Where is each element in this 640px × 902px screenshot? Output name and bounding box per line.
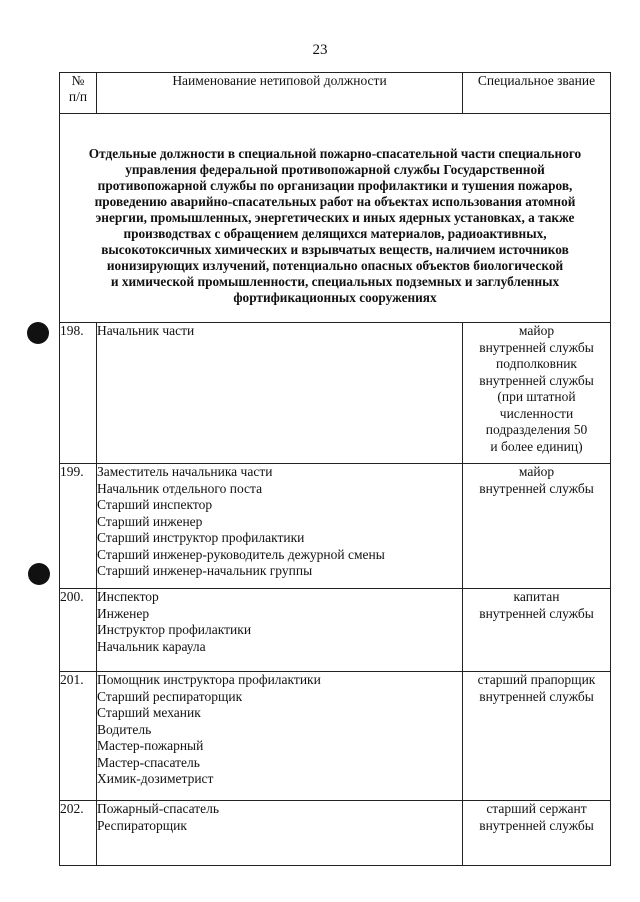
position-title: Начальник караула [97,638,206,654]
rank-line: внутренней службы [479,372,594,388]
section-heading-line: управления федеральной противопожарной службы Государственной [125,162,545,177]
row-number: 198. [60,323,97,464]
section-heading-line: и химической промышленности, специальных подземных и заглубленных [110,274,560,289]
section-heading-line: проведению аварийно-спасательных работ на объектах использования атомной [94,194,576,209]
section-heading-line: высокотоксичных химических и взрывчатых веществ, наличием источников [101,242,569,257]
position-titles [97,589,463,672]
punch-hole [28,563,50,585]
row-number: 200. [60,589,97,672]
rank-line: майор [518,323,555,338]
rank-line: внутренней службы [479,817,594,833]
rank-line: капитан [513,589,560,604]
section-heading-line: Отдельные должности в специальной пожарно-спасательной части специального [88,146,582,161]
position-title: Инженер [97,605,150,621]
rank-line: (при штатной [497,389,576,404]
header-title: Наименование нетиповой должности [97,73,463,114]
section-heading-line: производствах с обращением делящихся материалов, радиоактивных, [123,226,547,241]
table-row [60,589,611,672]
section-heading-line: ионизирующих излучений, потенциально опасных объектов биологической [106,258,564,273]
position-title: Старший инженер-начальник группы [97,563,313,578]
rank-line: внутренней службы [479,339,594,355]
rank-line: старший сержант [486,801,587,816]
position-title: Мастер-пожарный [97,738,204,753]
position-title: Заместитель начальника части [97,464,273,479]
rank-line: и более единиц) [490,438,583,454]
position-title: Инспектор [97,589,159,604]
position-title: Старший инструктор профилактики [97,530,305,545]
position-title: Водитель [97,721,152,737]
spacer-row [60,114,611,131]
section-heading-line: противопожарной службы по организации профилактики и тушения пожаров, [97,178,573,193]
position-title: Инструктор профилактики [97,622,252,637]
section-heading [60,130,611,323]
position-title: Старший инженер [97,513,203,529]
row-number: 201. [60,672,97,801]
rank-line: численности [499,405,574,421]
table-header-row [60,73,611,114]
position-title: Старший респираторщик [97,688,243,704]
header-rank: Специальное звание [463,73,611,114]
section-heading-text [68,146,602,306]
special-rank [463,672,611,801]
position-title: Помощник инструктора профилактики [97,672,321,687]
position-title: Начальник части [97,323,195,338]
table-body [60,323,611,866]
header-number [60,73,97,114]
position-title: Химик-дозиметрист [97,771,214,786]
row-number: 199. [60,464,97,589]
position-title: Пожарный-спасатель [97,801,220,816]
table-row [60,323,611,464]
position-titles [97,801,463,866]
table-row [60,672,611,801]
rank-line: внутренней службы [479,688,594,704]
section-heading-line: энергии, промышленных, энергетических и иных ядерных установках, а также [95,210,575,225]
section-row [60,130,611,323]
rank-line: старший прапорщик [477,672,596,687]
positions-table [59,72,611,866]
position-titles [97,672,463,801]
position-title: Старший инженер-руководитель дежурной смены [97,546,385,562]
punch-hole [27,322,49,344]
special-rank [463,589,611,672]
rank-line: майор [518,464,555,479]
table-row [60,801,611,866]
special-rank [463,464,611,589]
row-number: 202. [60,801,97,866]
special-rank [463,801,611,866]
rank-line: внутренней службы [479,605,594,621]
rank-line: внутренней службы [479,480,594,496]
header-number-label: № п/п [68,73,88,104]
page-number: 23 [312,42,328,58]
position-titles [97,323,463,464]
table-row [60,464,611,589]
special-rank [463,323,611,464]
position-title: Респираторщик [97,817,187,833]
position-title: Мастер-спасатель [97,754,200,770]
position-title: Старший инспектор [97,497,213,512]
position-title: Начальник отдельного поста [97,480,263,496]
position-titles [97,464,463,589]
section-heading-line: фортификационных сооружениях [233,290,437,305]
position-title: Старший механик [97,705,201,720]
rank-line: подразделения 50 [485,422,588,437]
rank-line: подполковник [496,356,577,371]
